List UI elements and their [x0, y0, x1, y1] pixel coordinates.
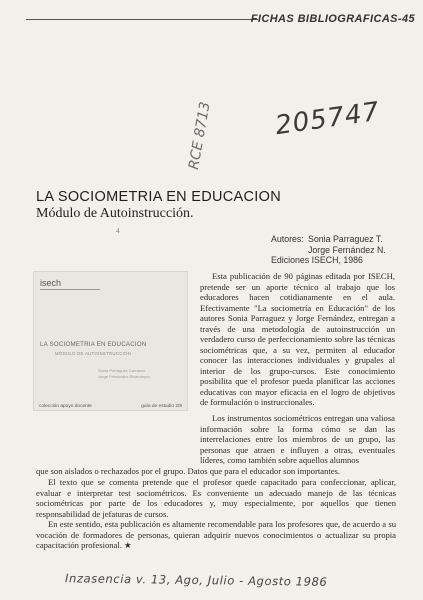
paragraph-4: En este sentido, esta publicación es altamente recomendable para los profesores que, de acuerdo a su vocación de formadores de personas, quieran adquirir nuevos conocimientos o actualizar su propia capacitación profesional. ★ — [36, 519, 396, 550]
paragraph-1: Esta publicación de 90 páginas editada por ISECH, pretende ser un aporte técnico al trabajo que los educadores hacen cotidianamente en el aula. Efectivamente "La sociometría en Educación" de los autores Sonia Parraguez y Jorge Fernández, entregan a través de una metodología de autoinstrucción un verdadero curso de perfeccionamiento sobre las técnicas sociométricas que, a su vez, permiten al educador conocer las interacciones individuales y grupales al interior de los grupo-cursos. Este conocimiento posibilita que el profesor pueda planificar las acciones educativas con mayor eficacia en el logro de objetivos de formulación o instruccionales. — [200, 271, 395, 407]
paragraph-2-column: Los instrumentos sociométricos entregan una valiosa información sobre la forma cómo se dan las interrelaciones entre los miembros de un grupo, las personas que atraen e influyen a otras, eventuales líderes, como también sobre aquellos alumnos — [200, 413, 395, 465]
cover-author-1: Sonia Parraguez Carrasco — [98, 368, 146, 373]
small-mark: 4 — [116, 227, 120, 235]
cover-series-right: guía de estudio 2/8 — [141, 404, 182, 409]
cover-brand: isech — [40, 278, 62, 288]
cover-authors — [98, 368, 150, 380]
paragraph-3: El texto que se comenta pretende que el profesor quede capacitado para confeccionar, aplicar, evaluar e interpretar test sociométricos. Es conveniente un adecuado manejo de las técnicas sociométricas por parte de los educadores y, muy especialmente, por aquellos que tienen responsabilidad de jefaturas de cursos. — [36, 477, 396, 519]
handwritten-footer: Inzasencia v. 13, Ago, Julio - Agosto 1986 — [64, 571, 328, 589]
review-subtitle: Módulo de Autoinstrucción. — [36, 206, 194, 221]
handwritten-code: 205747 — [273, 96, 382, 142]
cover-series: colección apoyo docente — [39, 404, 92, 409]
cover-subtitle: MÓDULO DE AUTOINSTRUCCIÓN — [55, 351, 132, 356]
authors-block — [271, 234, 401, 266]
cover-title: LA SOCIOMETRIA EN EDUCACION — [40, 341, 147, 348]
author-1: Sonia Parraguez T. — [308, 234, 383, 244]
review-title: LA SOCIOMETRIA EN EDUCACION — [36, 189, 281, 205]
book-cover-image — [33, 271, 188, 411]
cover-brand-rule — [40, 289, 100, 290]
header-rule — [26, 19, 258, 20]
edition: Ediciones ISECH, 1986 — [271, 255, 363, 265]
handwritten-reference: RCE 8713 — [186, 100, 214, 171]
authors-label: Autores: — [271, 234, 304, 244]
author-2: Jorge Fernández N. — [308, 244, 386, 255]
paragraph-2-tail: que son aislados o rechazados por el grupo. Datos que para el educador son importantes. — [36, 466, 341, 476]
cover-footer — [33, 404, 188, 409]
cover-author-2: Jorge Fernández Rivandeyra — [98, 374, 150, 379]
section-header: FICHAS BIBLIOGRAFICAS-45 — [250, 13, 415, 25]
